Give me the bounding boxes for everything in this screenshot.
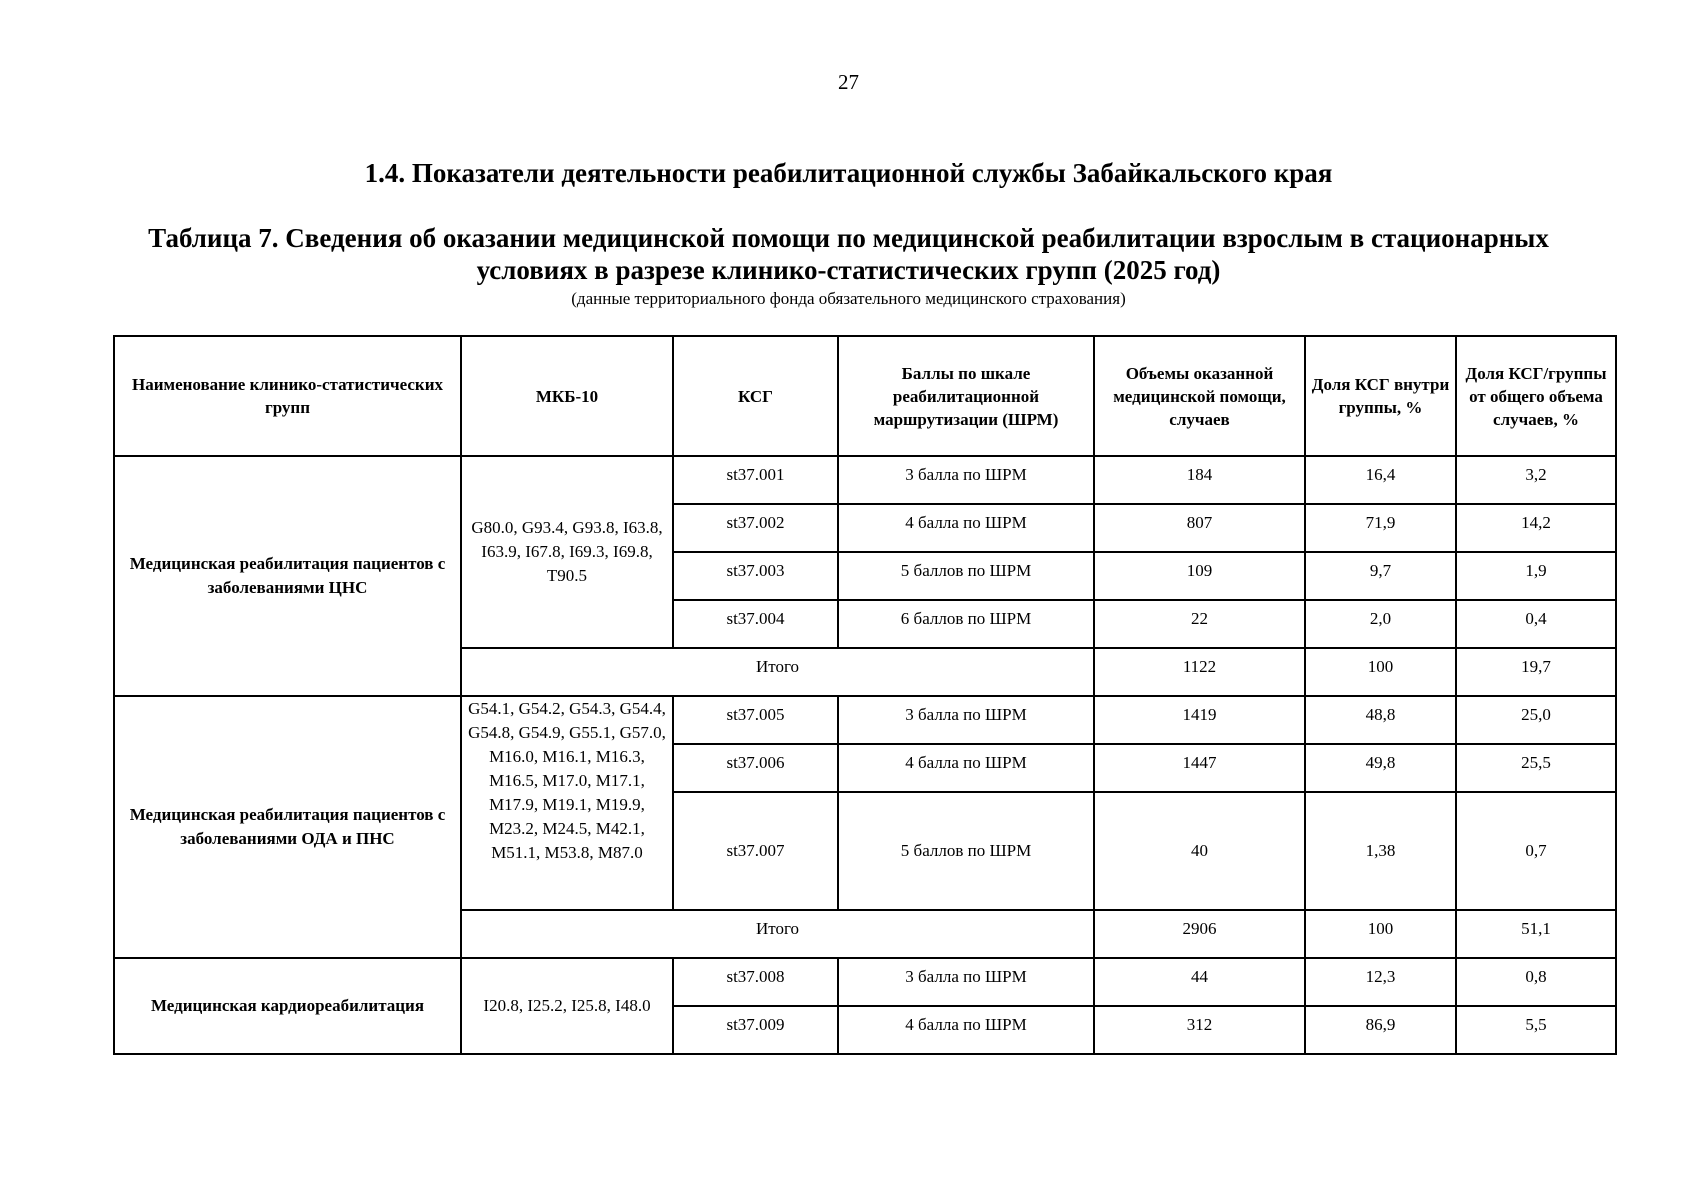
- volume-cell: 1122: [1094, 648, 1305, 696]
- shrm-cell: 4 балла по ШРМ: [838, 504, 1094, 552]
- header-cell: Доля КСГ внутри группы, %: [1305, 336, 1456, 456]
- page-number: 27: [838, 70, 859, 94]
- share-total-cell: 0,7: [1456, 792, 1616, 910]
- share-total-cell: 25,0: [1456, 696, 1616, 744]
- share-total-cell: 1,9: [1456, 552, 1616, 600]
- volume-cell: 1419: [1094, 696, 1305, 744]
- volume-cell: 109: [1094, 552, 1305, 600]
- shrm-cell: 5 баллов по ШРМ: [838, 552, 1094, 600]
- shrm-cell: 4 балла по ШРМ: [838, 744, 1094, 792]
- volume-cell: 184: [1094, 456, 1305, 504]
- share-group-cell: 12,3: [1305, 958, 1456, 1006]
- share-total-cell: 51,1: [1456, 910, 1616, 958]
- volume-cell: 312: [1094, 1006, 1305, 1054]
- share-group-cell: 2,0: [1305, 600, 1456, 648]
- share-total-cell: 0,4: [1456, 600, 1616, 648]
- share-group-cell: 100: [1305, 648, 1456, 696]
- shrm-cell: 4 балла по ШРМ: [838, 1006, 1094, 1054]
- header-cell: Баллы по шкале реабилитационной маршрутизации (ШРМ): [838, 336, 1094, 456]
- table-row: [114, 456, 1616, 504]
- total-label-cell: Итого: [461, 910, 1094, 958]
- shrm-cell: 5 баллов по ШРМ: [838, 792, 1094, 910]
- share-total-cell: 25,5: [1456, 744, 1616, 792]
- group-name-cell: Медицинская кардиореабилитация: [114, 958, 461, 1054]
- share-total-cell: 0,8: [1456, 958, 1616, 1006]
- section-title: 1.4. Показатели деятельности реабилитационной службы Забайкальского края: [364, 158, 1333, 188]
- shrm-cell: 3 балла по ШРМ: [838, 958, 1094, 1006]
- share-group-cell: 16,4: [1305, 456, 1456, 504]
- shrm-cell: 3 балла по ШРМ: [838, 696, 1094, 744]
- ksg-cell: st37.002: [673, 504, 838, 552]
- header-cell: Объемы оказанной медицинской помощи, случаев: [1094, 336, 1305, 456]
- volume-cell: 1447: [1094, 744, 1305, 792]
- ksg-cell: st37.007: [673, 792, 838, 910]
- mkb-cell: G80.0, G93.4, G93.8, I63.8, I63.9, I67.8, I69.3, I69.8, T90.5: [461, 456, 673, 648]
- share-total-cell: 19,7: [1456, 648, 1616, 696]
- table-subtitle: (данные территориального фонда обязательного медицинского страхования): [571, 289, 1126, 308]
- share-total-cell: 5,5: [1456, 1006, 1616, 1054]
- share-group-cell: 100: [1305, 910, 1456, 958]
- share-group-cell: 9,7: [1305, 552, 1456, 600]
- header-cell: Доля КСГ/группы от общего объема случаев, %: [1456, 336, 1616, 456]
- header-cell: МКБ-10: [461, 336, 673, 456]
- header-cell: Наименование клинико-статистических групп: [114, 336, 461, 456]
- total-label-cell: Итого: [461, 648, 1094, 696]
- volume-cell: 44: [1094, 958, 1305, 1006]
- table-row: [114, 958, 1616, 1006]
- mkb-cell: I20.8, I25.2, I25.8, I48.0: [461, 958, 673, 1054]
- volume-cell: 40: [1094, 792, 1305, 910]
- ksg-cell: st37.004: [673, 600, 838, 648]
- share-group-cell: 48,8: [1305, 696, 1456, 744]
- header-cell: КСГ: [673, 336, 838, 456]
- share-total-cell: 3,2: [1456, 456, 1616, 504]
- rehab-table: [113, 335, 1617, 1055]
- share-group-cell: 71,9: [1305, 504, 1456, 552]
- shrm-cell: 3 балла по ШРМ: [838, 456, 1094, 504]
- share-group-cell: 49,8: [1305, 744, 1456, 792]
- ksg-cell: st37.008: [673, 958, 838, 1006]
- ksg-cell: st37.003: [673, 552, 838, 600]
- share-group-cell: 1,38: [1305, 792, 1456, 910]
- ksg-cell: st37.005: [673, 696, 838, 744]
- volume-cell: 22: [1094, 600, 1305, 648]
- mkb-cell: G54.1, G54.2, G54.3, G54.4, G54.8, G54.9, G55.1, G57.0, M16.0, M16.1, M16.3, M16.5, M17.0, M17.1, M17.9, M19.1, M19.9, M23.2, M24.5, M42.1, M51.1, M53.8, M87.0: [461, 696, 673, 910]
- shrm-cell: 6 баллов по ШРМ: [838, 600, 1094, 648]
- ksg-cell: st37.001: [673, 456, 838, 504]
- ksg-cell: st37.009: [673, 1006, 838, 1054]
- ksg-cell: st37.006: [673, 744, 838, 792]
- group-name-cell: Медицинская реабилитация пациентов с заболеваниями ЦНС: [114, 456, 461, 696]
- group-name-cell: Медицинская реабилитация пациентов с заболеваниями ОДА и ПНС: [114, 696, 461, 958]
- table-title: Таблица 7. Сведения об оказании медицинской помощи по медицинской реабилитации взрослым в стационарных условиях в разрезе клинико-статистических групп (2025 год): [148, 223, 1549, 285]
- volume-cell: 2906: [1094, 910, 1305, 958]
- share-group-cell: 86,9: [1305, 1006, 1456, 1054]
- header-row: [114, 336, 1616, 456]
- table-row: [114, 696, 1616, 744]
- share-total-cell: 14,2: [1456, 504, 1616, 552]
- volume-cell: 807: [1094, 504, 1305, 552]
